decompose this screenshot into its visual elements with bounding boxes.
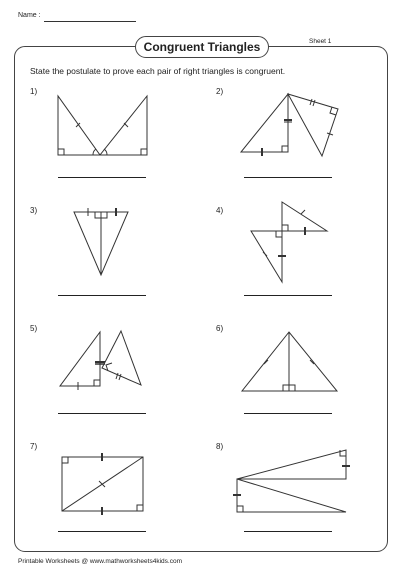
problem-number-7: 7): [30, 442, 38, 451]
figure-6: [242, 332, 337, 391]
problem-number-6: 6): [216, 324, 224, 333]
figure-5: [60, 331, 141, 390]
figure-4: [251, 202, 327, 282]
figure-7: [62, 453, 143, 515]
figure-1: [58, 96, 147, 155]
name-label: Name :: [18, 12, 41, 19]
footer-text: Printable Worksheets @ www.mathworksheets4kids.com: [18, 558, 182, 565]
problem-number-1: 1): [30, 87, 38, 96]
problem-number-5: 5): [30, 324, 38, 333]
worksheet-title: Congruent Triangles: [135, 36, 269, 58]
instruction-text: State the postulate to prove each pair of right triangles is congruent.: [30, 66, 286, 76]
problem-number-8: 8): [216, 442, 224, 451]
problem-number-4: 4): [216, 206, 224, 215]
figure-3: [74, 208, 128, 275]
problem-number-3: 3): [30, 206, 38, 215]
figure-2: [241, 94, 338, 156]
figure-8: [233, 450, 350, 512]
problem-number-2: 2): [216, 87, 224, 96]
sheet-label: Sheet 1: [309, 38, 332, 45]
